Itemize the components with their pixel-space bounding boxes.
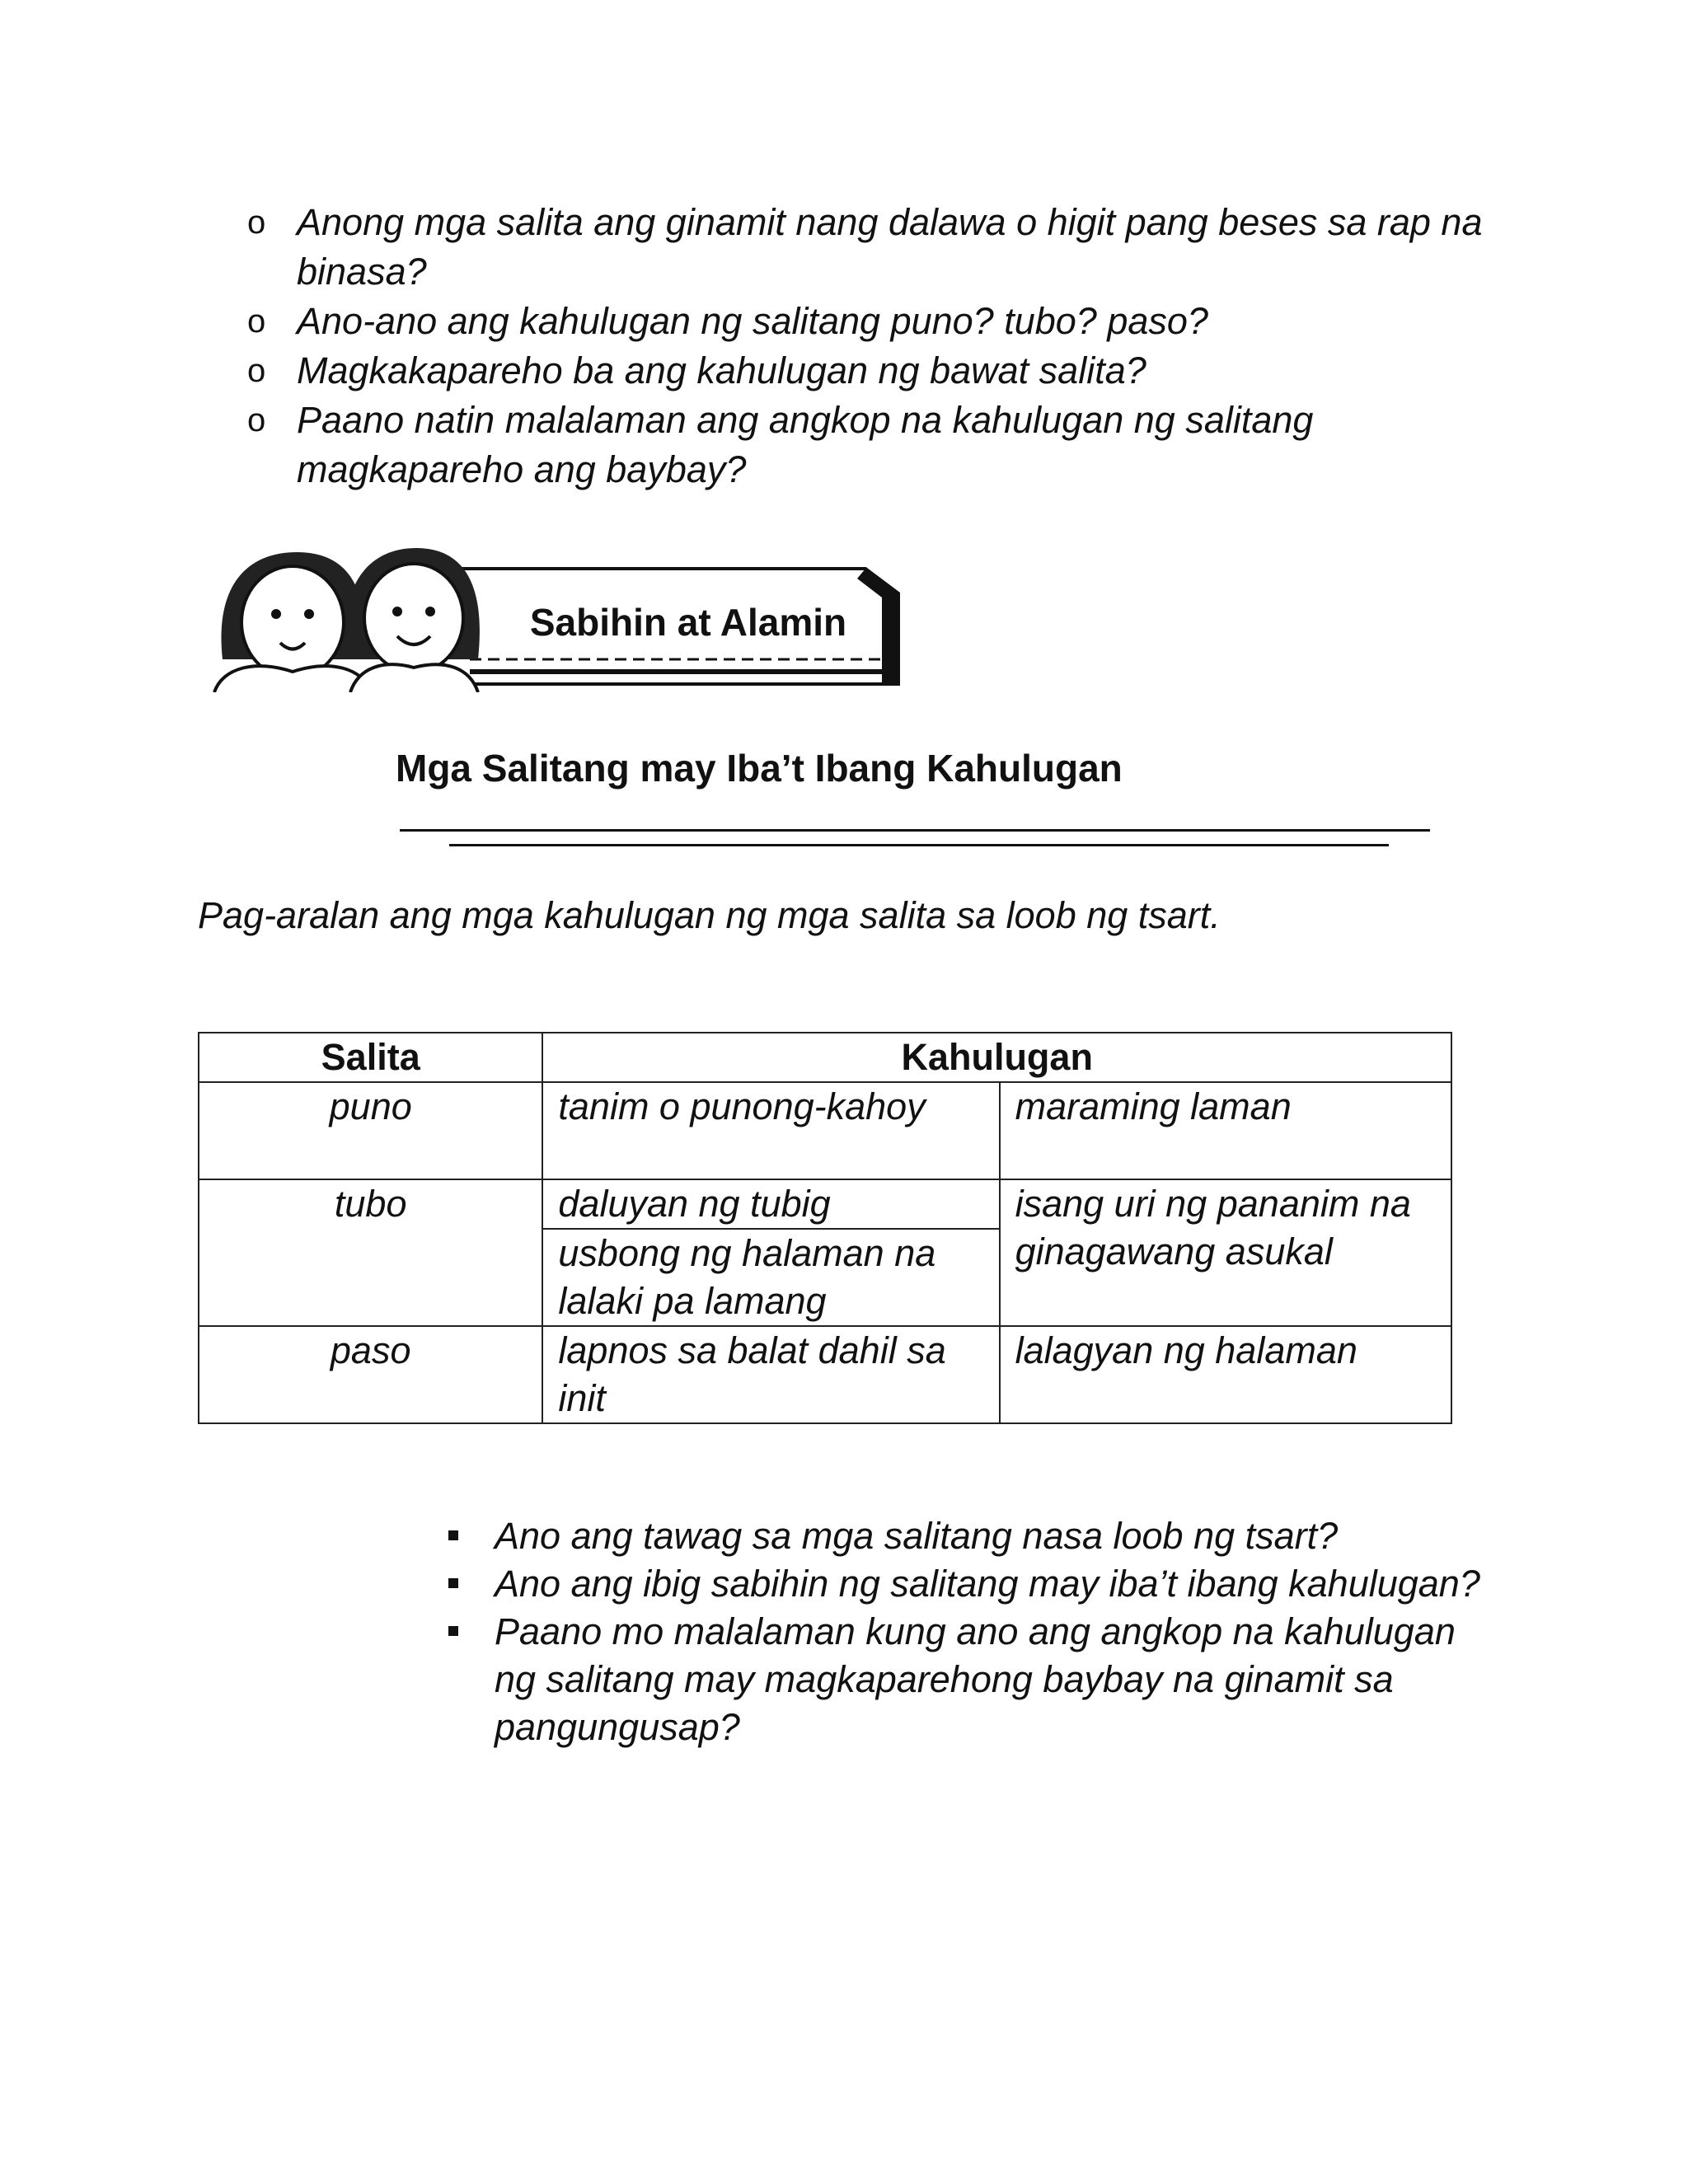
square-bullet-icon [448, 1626, 458, 1636]
meaning-cell: daluyan ng tubig [542, 1179, 999, 1229]
question-item: Paano mo malalaman kung ano ang angkop na kahulugan ng salitang may magkaparehong baybay na ginamit sa pangungusap? [445, 1608, 1484, 1751]
question-item: Ano ang tawag sa mga salitang nasa loob ng tsart? [445, 1512, 1484, 1560]
circle-bullet-icon: o [247, 204, 266, 241]
table-row [199, 1179, 1451, 1229]
word-cell: tubo [199, 1179, 542, 1326]
section-title: Sabihin at Alamin [529, 601, 847, 644]
circle-bullet-icon: o [247, 303, 266, 340]
question-item: o Magkakapareho ba ang kahulugan ng bawat salita? [247, 346, 1533, 396]
instruction-text: Pag-aralan ang mga kahulugan ng mga salita sa loob ng tsart. [198, 894, 1221, 936]
meaning-cell: lalagyan ng halaman [1000, 1326, 1451, 1423]
column-header: Kahulugan [542, 1033, 1451, 1082]
meanings-chart [198, 1032, 1452, 1424]
square-bullet-icon [448, 1530, 458, 1540]
question-item: o Anong mga salita ang ginamit nang dalawa o higit pang beses sa rap na binasa? [247, 198, 1533, 297]
table-header-row [199, 1033, 1451, 1082]
column-header: Salita [199, 1033, 542, 1082]
meaning-cell: tanim o punong-kahoy [542, 1082, 999, 1179]
question-item: Ano ang ibig sabihin ng salitang may iba’t ibang kahulugan? [445, 1560, 1484, 1608]
discussion-questions-list [445, 1512, 1484, 1751]
meaning-cell: usbong ng halaman na lalaki pa lamang [542, 1229, 999, 1326]
heading-underline [400, 829, 1430, 832]
word-cell: puno [199, 1082, 542, 1179]
meaning-cell: isang uri ng pananim na ginagawang asukal [1000, 1179, 1451, 1326]
question-item: o Paano natin malalaman ang angkop na kahulugan ng salitang magkapareho ang baybay? [247, 396, 1533, 494]
square-bullet-icon [448, 1578, 458, 1588]
meaning-cell: maraming laman [1000, 1082, 1451, 1179]
circle-bullet-icon: o [247, 353, 266, 389]
meaning-cell: lapnos sa balat dahil sa init [542, 1326, 999, 1423]
guide-questions-list [247, 198, 1533, 494]
table-row [199, 1082, 1451, 1179]
question-item: o Ano-ano ang kahulugan ng salitang puno? tubo? paso? [247, 297, 1533, 346]
word-cell: paso [199, 1326, 542, 1423]
circle-bullet-icon: o [247, 402, 266, 438]
heading-underline [449, 844, 1389, 846]
table-row [199, 1326, 1451, 1423]
lesson-heading: Mga Salitang may Iba’t Ibang Kahulugan [396, 747, 1123, 790]
